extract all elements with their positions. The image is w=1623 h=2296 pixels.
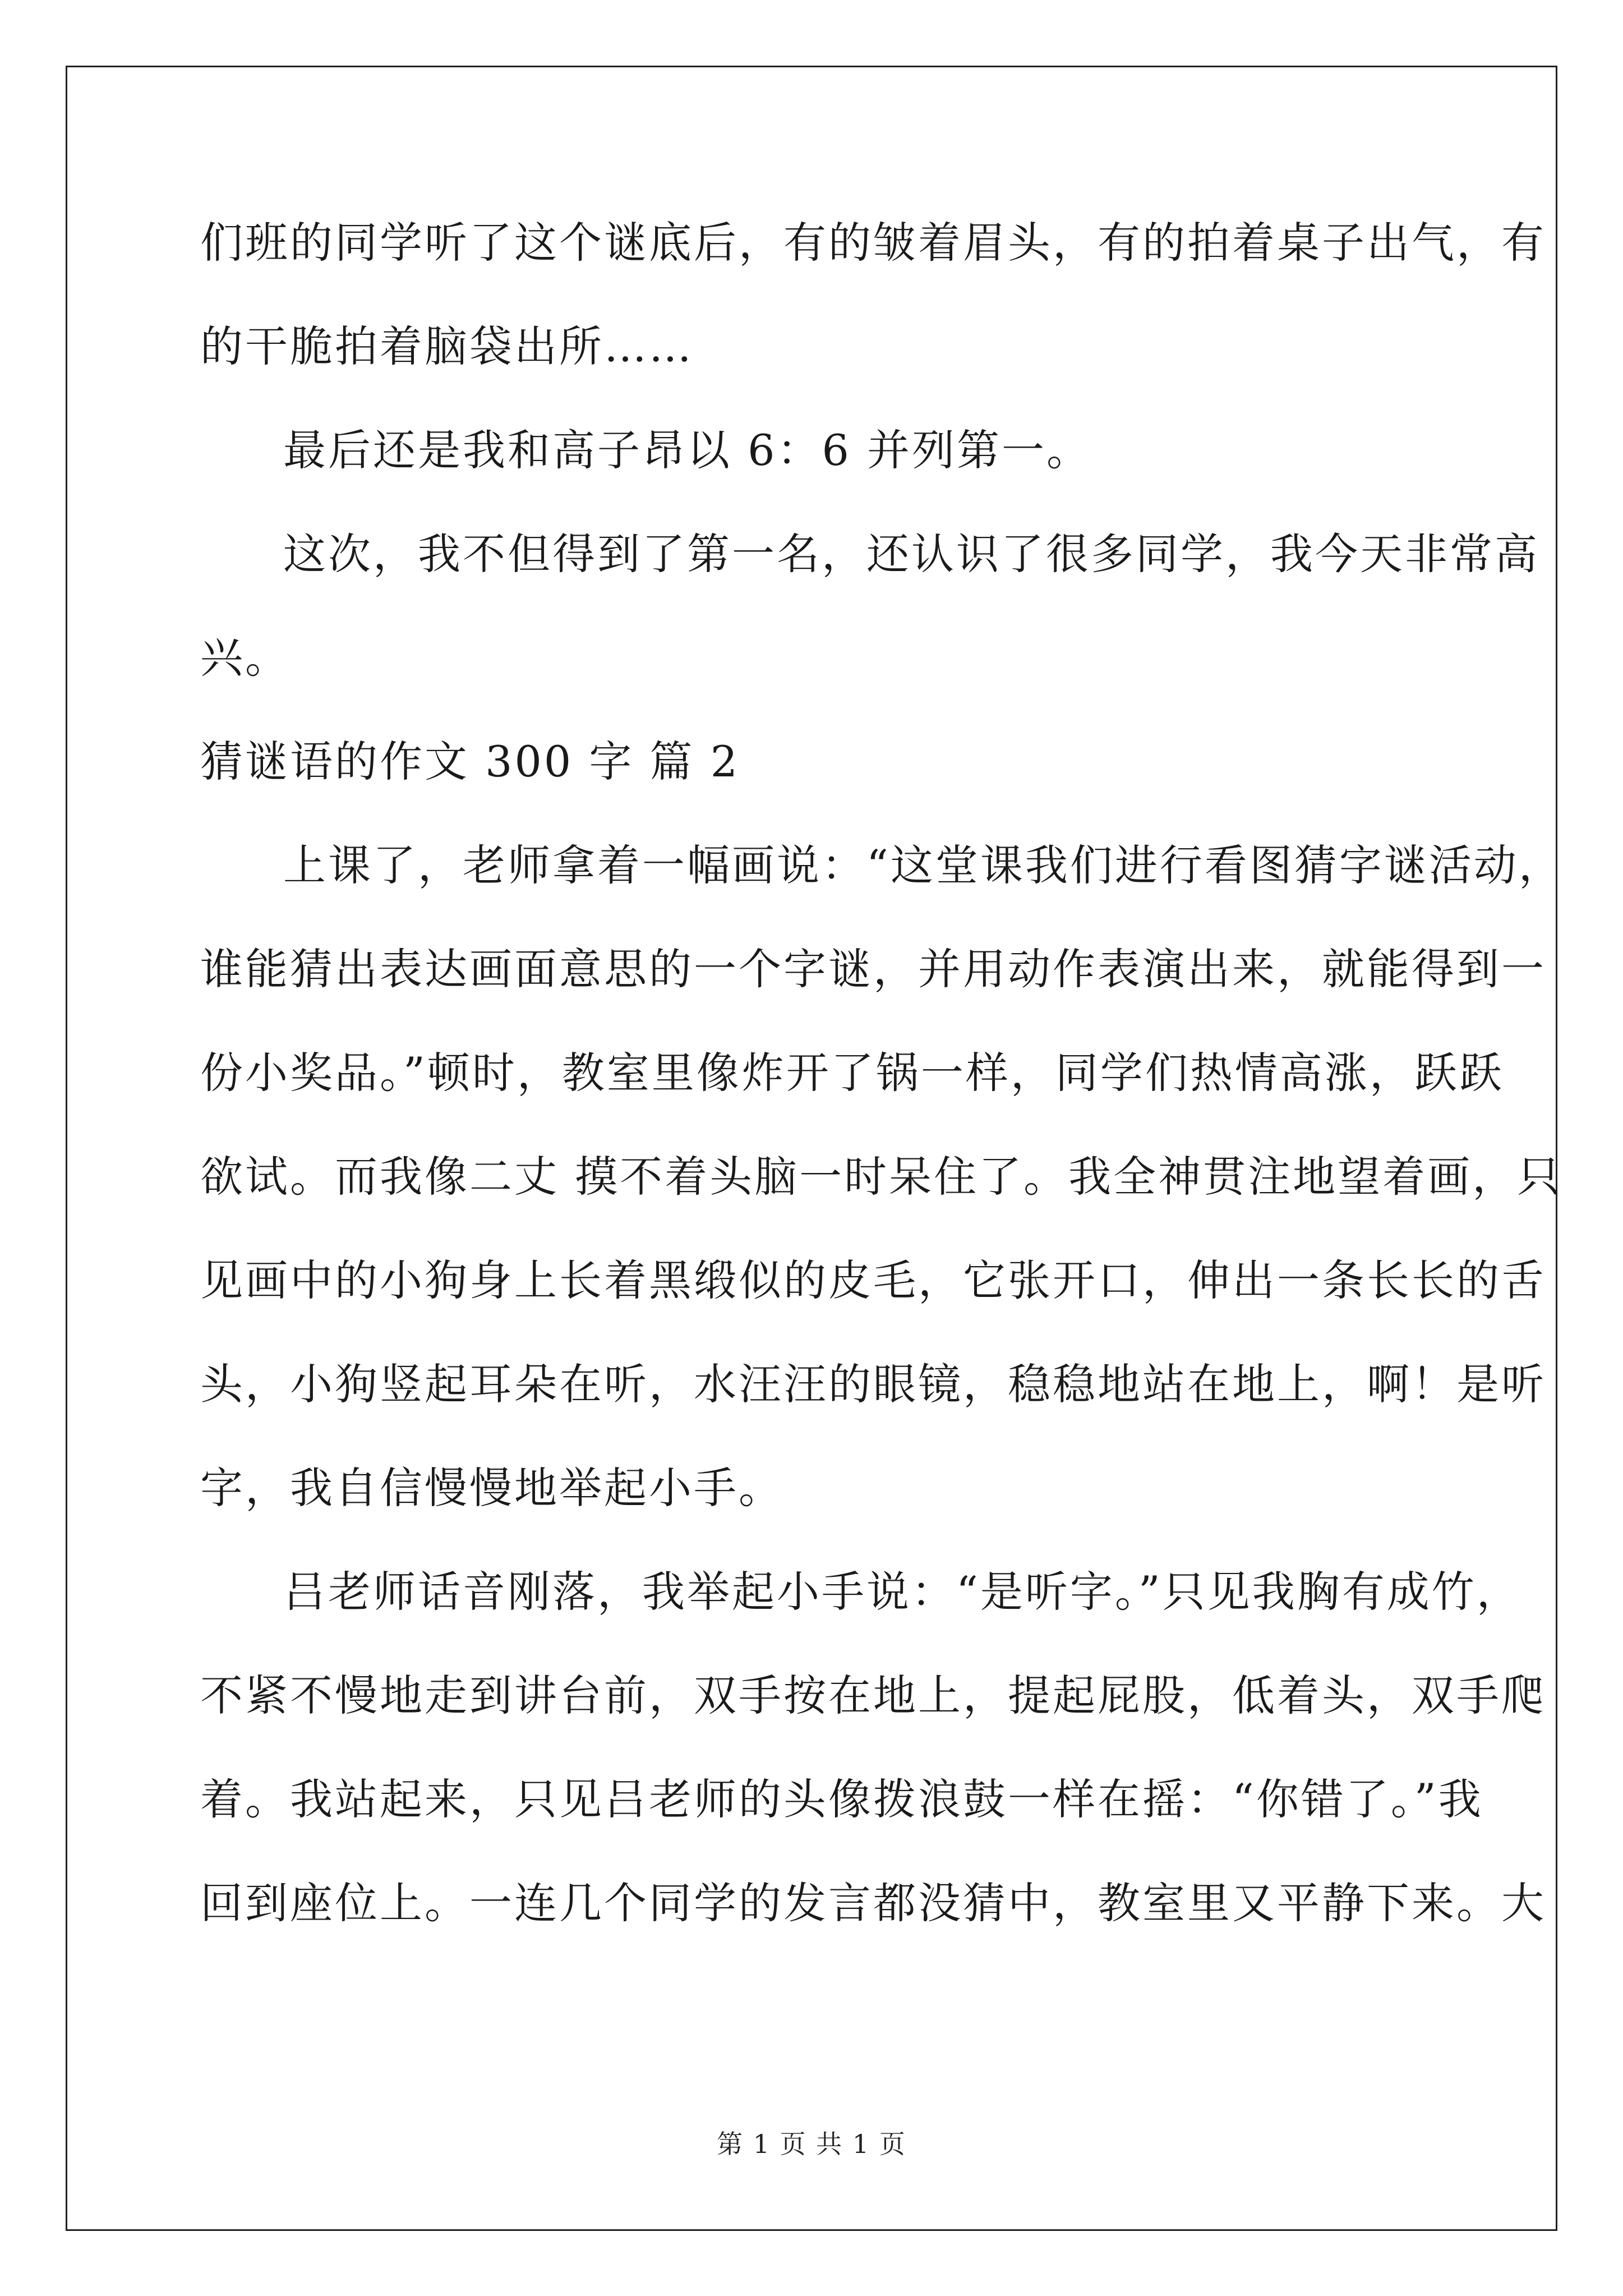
- text-line: 份小奖品。”顿时，教室里像炸开了锅一样，同学们热情高涨，跃跃: [200, 1048, 1504, 1098]
- text-line: 上课了，老师拿着一幅画说：“这堂课我们进行看图猜字谜活动，: [283, 840, 1564, 890]
- text-line: 字，我自信慢慢地举起小手。: [200, 1463, 783, 1513]
- page-footer: 第 1 页 共 1 页: [717, 2129, 906, 2159]
- text-line: 谁能猜出表达画面意思的一个字谜，并用动作表演出来，就能得到一: [200, 944, 1546, 994]
- text-line: 着。我站起来，只见吕老师的头像拨浪鼓一样在摇：“你错了。”我: [200, 1774, 1483, 1824]
- text-line: 这次，我不但得到了第一名，还认识了很多同学，我今天非常高: [283, 529, 1539, 579]
- text-line: 吕老师话音刚落，我举起小手说：“是听字。”只见我胸有成竹，: [283, 1567, 1521, 1617]
- text-line: 头，小狗竖起耳朵在听，水汪汪的眼镜，稳稳地站在地上，啊！是听: [200, 1359, 1546, 1409]
- text-line: 欲试。而我像二丈 摸不着头脑一时呆住了。我全神贯注地望着画，只: [200, 1152, 1562, 1202]
- text-line: 最后还是我和高子昂以 6：6 并列第一。: [283, 425, 1092, 475]
- text-line: 们班的同学听了这个谜底后，有的皱着眉头，有的拍着桌子出气，有: [200, 218, 1546, 268]
- text-line: 回到座位上。一连几个同学的发言都没猜中，教室里又平静下来。大: [200, 1878, 1546, 1928]
- text-line: 的干脆拍着脑袋出所……: [200, 321, 694, 371]
- text-line: 见画中的小狗身上长着黑缎似的皮毛，它张开口，伸出一条长长的舌: [200, 1255, 1546, 1305]
- text-line: 兴。: [200, 633, 290, 683]
- text-line: 不紧不慢地走到讲台前，双手按在地上，提起屁股，低着头，双手爬: [200, 1671, 1546, 1720]
- section-heading: 猜谜语的作文 300 字 篇 2: [200, 737, 740, 786]
